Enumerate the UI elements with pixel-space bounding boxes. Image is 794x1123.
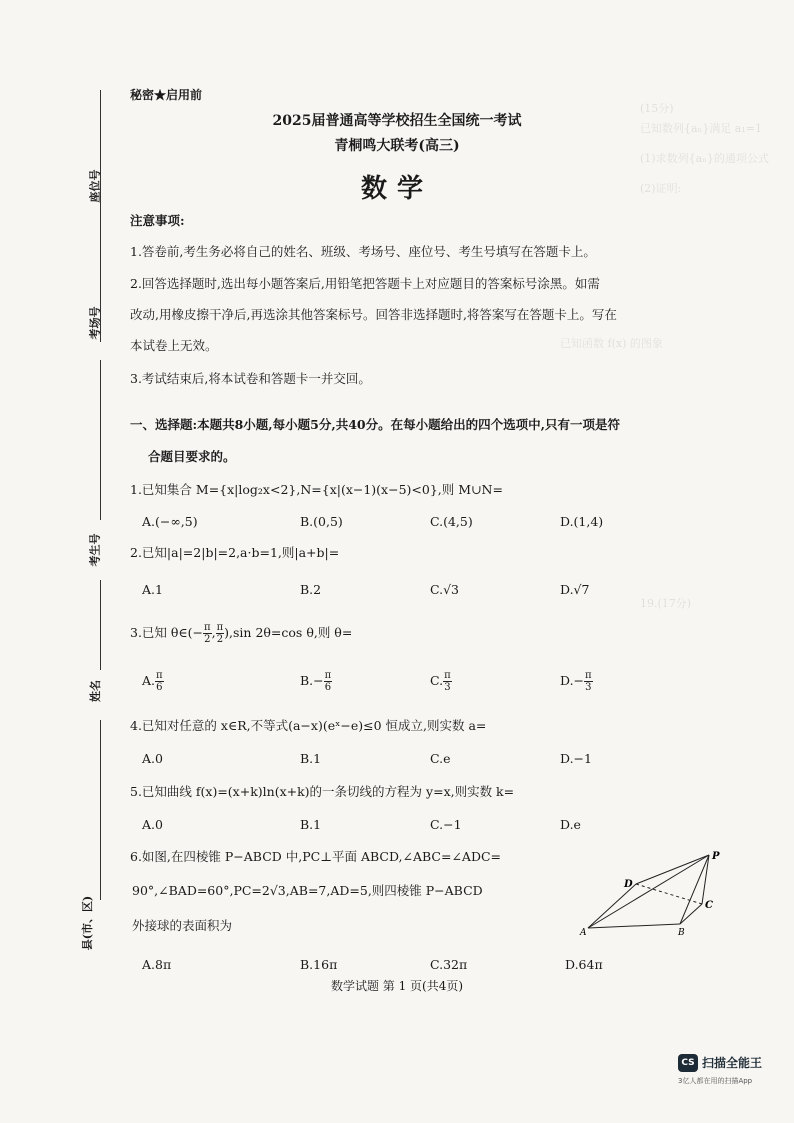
exam-title-line2: 青桐鸣大联考(高三): [334, 138, 460, 154]
side-label-room: 考场号: [88, 306, 102, 340]
binding-line-5: [100, 720, 101, 900]
fraction-pi-over-2: $\frac{\pi}{2}$: [204, 622, 211, 645]
notice-heading: 注意事项:: [130, 213, 185, 228]
question-3-option-a: A. $\frac{\pi}{6}$: [142, 670, 163, 693]
question-6-line3: 外接球的表面积为: [132, 918, 233, 933]
question-5-option-a: A.0: [142, 817, 163, 832]
pyramid-figure: [578, 845, 728, 945]
question-4-stem: 4.已知对任意的 x∈R,不等式(a−x)(eˣ−e)≤0 恒成立,则实数 a=: [130, 718, 487, 733]
subject-title: 数学: [360, 174, 433, 204]
fraction-pi-over-2: $\frac{\pi}{2}$: [216, 622, 224, 645]
edge-pa: [588, 855, 709, 928]
question-3-option-d: D.− $\frac{\pi}{3}$: [560, 670, 592, 693]
vertex-label-c: C: [705, 900, 713, 911]
edge-pb: [680, 855, 709, 924]
section-heading-line2: 合题目要求的。: [148, 449, 236, 464]
question-2-option-d: D.√7: [560, 582, 590, 597]
question-1-option-d: D.(1,4): [560, 514, 604, 529]
question-2-option-a: A.1: [142, 582, 163, 597]
scanner-app-name: 扫描全能王: [702, 1056, 763, 1070]
question-6-line1: 6.如图,在四棱锥 P−ABCD 中,PC⊥平面 ABCD,∠ABC=∠ADC=: [130, 849, 502, 864]
section-heading-line1: 一、选择题:本题共8小题,每小题5分,共40分。在每小题给出的四个选项中,只有一项是符: [130, 417, 620, 432]
question-2-stem: 2.已知|a|=2|b|=2,a·b=1,则|a+b|=: [130, 545, 340, 560]
notice-item-2-line3: 本试卷上无效。: [130, 338, 218, 353]
question-6-option-a: A.8π: [142, 957, 172, 972]
question-4-option-b: B.1: [300, 751, 322, 766]
exam-page: (15分) 已知数列{aₙ}满足 a₁=1 (1)求数列{aₙ}的通项公式 (2)证明: 已知函数 f(x) 的图象 19.(17分) 座位号 考场号 考生号 姓名 县(市、区) 秘密★启用前 2025届普通高等学校招生全国统一考试 青桐鸣大联考(高三) 数学 注意事项: 1.答卷前,考生务必将自己的姓名、班级、考场号、座位号、考生号填写在答题卡上。 2.回答选择题时,选出每小题答案后,用铅笔把答题卡上对应题目的答案标号涂黑。如需 改动,用橡皮擦干净后,再选涂其他答案标号。回答非选择题时,将答案写在答题卡上。写在 本试卷上无效。 3.考试结束后,将本试卷和答题卡一并交回。 一、选择题:本题共8小题,每小题5分,共40分。在每小题给出的四个选项中,只有一项是符 合题目要求的。 1.已知集合 M={x|log₂x<2},N={x|(x−1)(x−5)<0},则 M∪N= A.(−∞,5) B.(0,5) C.(4,5) D.(1,4) 2.已知|a|=2|b|=2,a·b=1,则|a+b|= A.1 B.2 C.√3 D.√7 3.已知 θ∈(− $\frac{\pi}{2}$ , $\frac{\pi}{2}$ ),sin 2θ=cos θ,则 θ= A. $\frac{\pi}{6}$ B.− $\frac{\pi}{6}$ C. $\frac{\pi}{3}$ D.− $\frac{\pi}{3}$ 4.已知对任意的 x∈R,不等式(a−x)(eˣ−e)≤0 恒成立,则实数 a= A.0 B.1 C.e D.−1 5.已知曲线 f(x)=(x+k)ln(x+k)的一条切线的方程为 y=x,则实数 k= A.0 B.1 C.−1 D.e 6.如图,在四棱锥 P−ABCD 中,PC⊥平面 ABCD,∠ABC=∠ADC= 90°,∠BAD=60°,PC=2√3,AB=7,AD=5,则四棱锥 P−ABCD 外接球的表面积为 A.8π B.16π C.32π D.64π P D C A B 数学试题 第 1 页(共4页) CS 扫描全能王 3亿人都在用的扫描App: [0, 0, 794, 1123]
question-6-option-d: D.64π: [565, 957, 603, 972]
question-5-option-b: B.1: [300, 817, 322, 832]
question-5-stem: 5.已知曲线 f(x)=(x+k)ln(x+k)的一条切线的方程为 y=x,则实数 k=: [130, 784, 515, 799]
question-4-option-a: A.0: [142, 751, 163, 766]
vertex-label-d: D: [624, 879, 633, 890]
side-label-county: 县(市、区): [81, 895, 95, 951]
question-3-option-c: C. $\frac{\pi}{3}$: [430, 670, 451, 693]
question-2-option-b: B.2: [300, 582, 322, 597]
page-footer: 数学试题 第 1 页(共4页): [330, 979, 464, 993]
side-label-name: 姓名: [89, 680, 102, 702]
question-6-option-b: B.16π: [300, 957, 338, 972]
edge-bc: [680, 904, 702, 924]
notice-item-2-line2: 改动,用橡皮擦干净后,再选涂其他答案标号。回答非选择题时,将答案写在答题卡上。写在: [130, 307, 617, 322]
question-5-option-d: D.e: [560, 817, 581, 832]
question-1-stem: 1.已知集合 M={x|log₂x<2},N={x|(x−1)(x−5)<0},则 M∪N=: [130, 482, 503, 497]
notice-item-1: 1.答卷前,考生务必将自己的姓名、班级、考场号、座位号、考生号填写在答题卡上。: [130, 244, 596, 259]
edge-ad: [588, 884, 636, 928]
notice-item-3: 3.考试结束后,将本试卷和答题卡一并交回。: [130, 371, 371, 386]
question-4-option-c: C.e: [430, 751, 451, 766]
vertex-label-b: B: [678, 928, 685, 938]
binding-line-4: [100, 580, 101, 670]
side-label-seat: 座位号: [88, 169, 102, 203]
exam-title-line1: 2025届普通高等学校招生全国统一考试: [272, 113, 522, 129]
question-5-option-c: C.−1: [430, 817, 462, 832]
scanner-tagline: 3亿人都在用的扫描App: [678, 1077, 753, 1085]
edge-pd: [636, 855, 709, 884]
side-label-exam-no: 考生号: [88, 533, 102, 567]
question-3-option-b: B.− $\frac{\pi}{6}$: [300, 670, 332, 693]
question-1-option-c: C.(4,5): [430, 514, 473, 529]
question-1-option-b: B.(0,5): [300, 514, 343, 529]
question-4-option-d: D.−1: [560, 751, 592, 766]
binding-line-3: [100, 360, 101, 520]
question-3-stem-suffix: ),sin 2θ=cos θ,则 θ=: [224, 625, 353, 640]
question-3-stem: 3.已知 θ∈(− $\frac{\pi}{2}$ , $\frac{\pi}{2}$ ),sin 2θ=cos θ,则 θ=: [130, 622, 353, 645]
vertex-label-a: A: [580, 928, 587, 938]
confidential-mark: 秘密★启用前: [130, 88, 203, 102]
question-3-stem-prefix: 3.已知 θ∈(−: [130, 625, 204, 640]
edge-ab: [588, 924, 680, 928]
notice-item-2-line1: 2.回答选择题时,选出每小题答案后,用铅笔把答题卡上对应题目的答案标号涂黑。如需: [130, 276, 600, 291]
question-6-option-c: C.32π: [430, 957, 468, 972]
question-2-option-c: C.√3: [430, 582, 460, 597]
scanner-logo-icon: CS: [678, 1054, 698, 1072]
vertex-label-p: P: [712, 851, 720, 862]
question-1-option-a: A.(−∞,5): [142, 514, 198, 529]
question-6-line2: 90°,∠BAD=60°,PC=2√3,AB=7,AD=5,则四棱锥 P−ABCD: [132, 883, 483, 898]
